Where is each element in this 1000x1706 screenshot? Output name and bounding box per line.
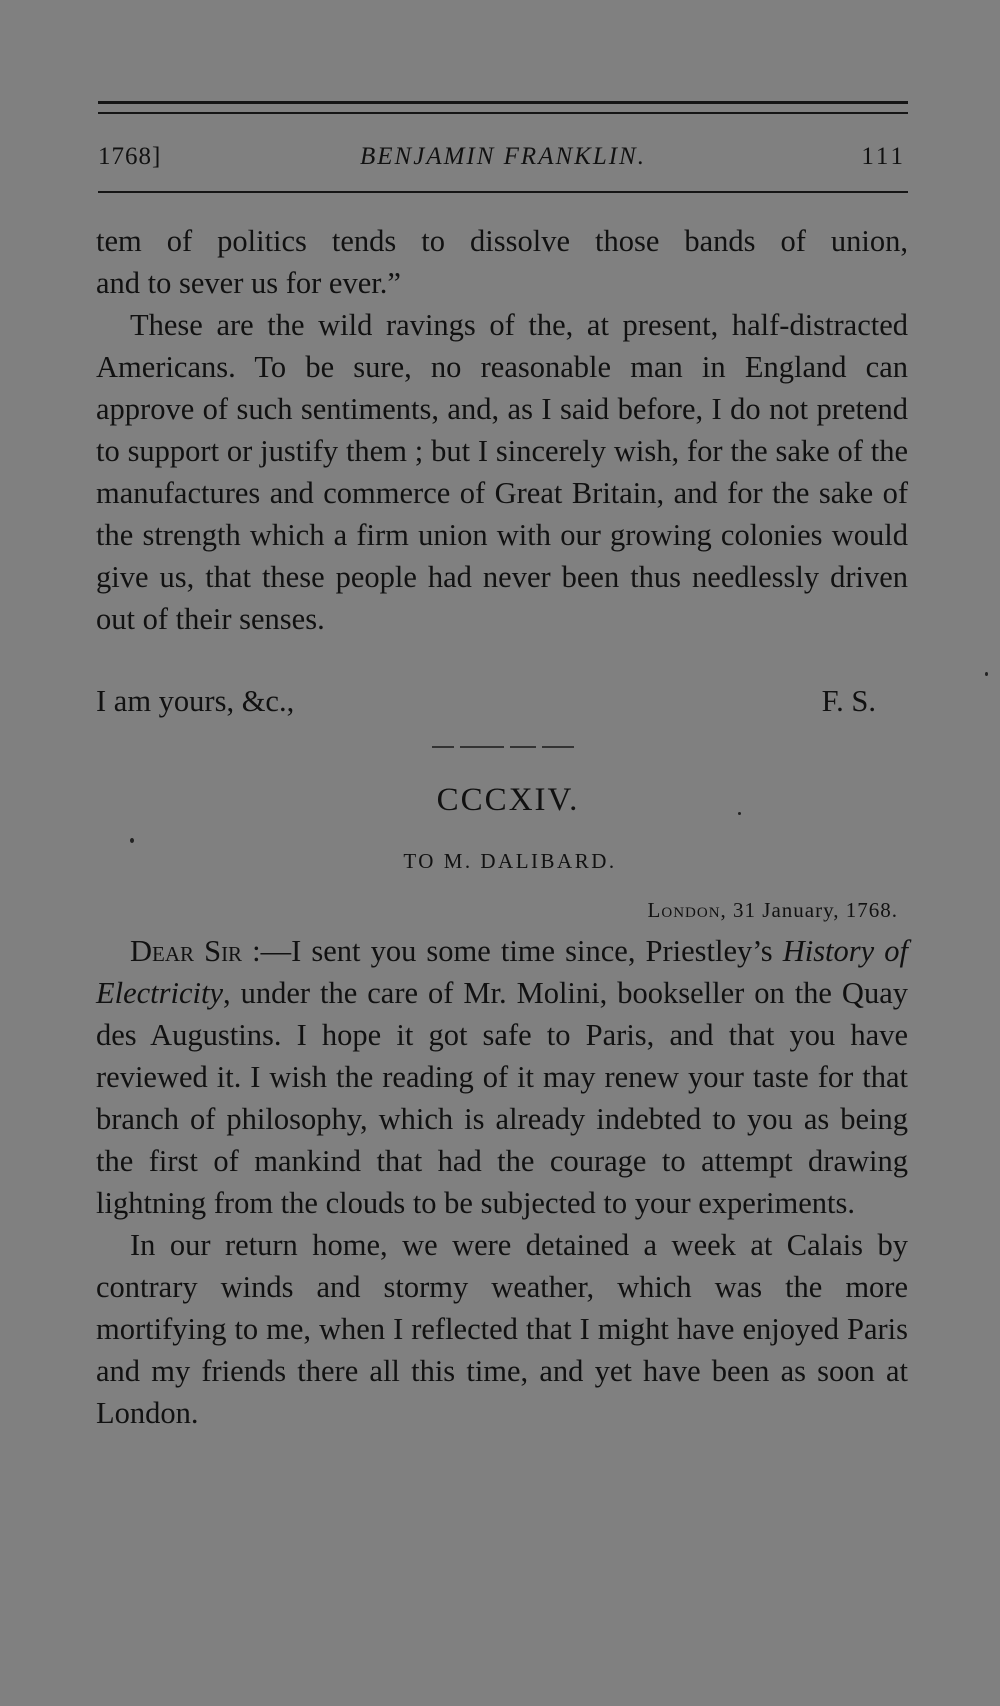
top-rule <box>98 101 908 104</box>
paragraph-ravings: These are the wild ravings of the, at present, half-distracted Americans. To be sure, no reasonable man in England can approve of such sentiments, and, as I said before, I do not pretend to support or justify them ; but I sincerely wish, for the sake of the manufactures and commerce of Great Britain, and for the sake of the strength which a firm union with our growing colonies would give us, that these people had never been thus needlessly driven out of their senses. <box>96 308 908 636</box>
continued-text <box>96 220 908 640</box>
book-title: History of Electricity <box>96 934 908 1010</box>
page-number: 111 <box>861 143 906 170</box>
continuation-line: tem of politics tends to dissolve those bands of union, <box>96 224 908 258</box>
ink-speck <box>985 672 988 676</box>
opening-text: :—I sent you some time since, Priestley’s <box>242 934 783 968</box>
running-head-year: 1768] <box>98 143 162 170</box>
ink-speck <box>738 812 741 815</box>
opening-text-continued: , under the care of Mr. Molini, bookseller on the Quay des Augustins. I hope it got safe to Paris, and that you have reviewed it. I wish the reading of it may renew your taste for that branch of philosophy, which is already indebted to you as being the first of mankind that had the courage to attempt drawing lightning from the clouds to be subjected to your experiments. <box>96 976 908 1220</box>
dateline-place: London, <box>647 898 727 922</box>
signoff <box>96 680 876 722</box>
letter-dateline <box>648 895 898 925</box>
top-rule-thin <box>98 112 908 114</box>
ink-speck <box>130 838 134 843</box>
signoff-initials: F. S. <box>821 684 876 718</box>
letter-paragraph-1 <box>96 930 908 1224</box>
continuation-line: and to sever us for ever.” <box>96 266 401 300</box>
letter-paragraph-2: In our return home, we were detained a week at Calais by contrary winds and stormy weather, which was the more mortifying to me, when I reflected that I might have enjoyed Paris and my friends there all this time, and yet have been as soon at London. <box>96 1228 908 1430</box>
letter-body <box>96 930 908 1434</box>
salutation: Dear Sir <box>130 934 243 968</box>
section-separator <box>432 744 574 750</box>
dateline-date: 31 January, 1768. <box>726 898 898 922</box>
letter-number: CCCXIV. <box>436 782 580 818</box>
letter-addressee: TO M. DALIBARD. <box>403 849 617 873</box>
running-head-title: BENJAMIN FRANKLIN. <box>360 143 646 170</box>
header-rule <box>98 191 908 193</box>
running-head <box>98 140 908 174</box>
signoff-closing: I am yours, &c., <box>96 684 295 718</box>
